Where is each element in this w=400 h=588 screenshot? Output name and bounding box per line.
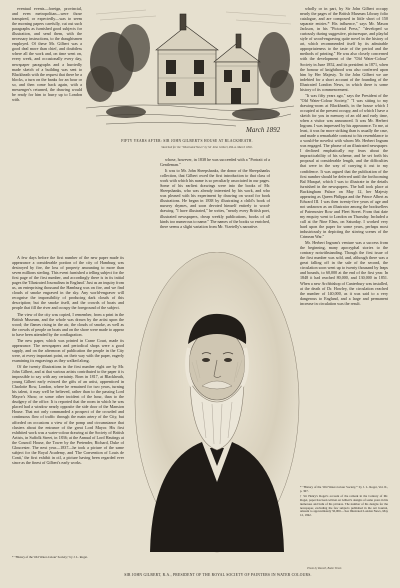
paragraph: The view of the city was copied, I remember, from a print in the British Museum, and the whole was drawn by the artist upon the wood; the flames rising in the air, the clouds of smoke, as well as the crowds of people on boats and on the shore were made to appear to have been attended by the conflagration.: [12, 311, 124, 337]
paragraph: Of the twenty illustrations in the first number eight are by Mr. John Gilbert, and at that various artists contributed to the paper it is impossible to say with any certainty. Born in 1817, at Blackheath, young Gilbert early evinced the gifts of an artist, apprenticed in Charlotte Row, London, where he remained for two years, turning his talent, it may well be believed, rather than to the passing Lord Mayor's Show, or some other incident of the hour, than to the drudgery of the office. It is reported that the room in which he was placed had a window nearly opposite the side door of the Mansion House. That not only commanded a prospect of the crowded and continuous flow of traffic through the main artery of the City, but afforded on occasions a view of the pomp and circumstance that clusters about the entrance of the great Lord Mayor. His first exhibited work was a water-colour drawing at the Society of British Artists, in Suffolk Street, in 1836; at the Annual of Lord Hastings at the Council House, the Tower by the Pretender, Richard, Duke of Gloucester. The next year—1837—he took a picture of the same subject for the Royal Academy, and 'The Convention of Louis de Conti,' the first exhibit in oil, a picture having been regarded ever since as the finest of Gilbert's early works.: [12, 363, 124, 465]
paragraph: eventual events—foreign, provincial, and even metropolitan—were those transpired, or expectedly—was to seem the morning papers carefully, cut out such paragraphs as furnished good subjects for illustration, and send them, with the necessary instructions, to the draughtsmen employed. Of these Mr. Gilbert was a good deal more than chief, and doubtless where all the work and, on time went on, every week, and occasionally every day, newspaper paragraphs and a hurriedly made sketch of a building was sent to Blackheath with the request that there be a blocks, a turn on the banks for an hour or so, and then come back again, with a messenger's returned, the drawing would be ready for him to hurry up to London with.: [12, 6, 82, 102]
house-sketch-illustration: [86, 4, 294, 138]
paragraph: "It was fifty years ago," says the President of the "Old Water-Colour Society," "I was sitting to my drawing-room at Blackheath, in the house which I occupied at the present occupy, and of which I have a sketch for you in memory of an old and early time, when a visitor was announced. It was Mr. Herbert Ingram. I was impressed by his appearance. To me, at least, it was far more striking than is usually the case, and made a remarkable contrast to his resemblance to a would-be novelist with whom Mr. Herbert Ingram was engaged. The phrase of an illustrated newspaper. I declined emphatically my fears about the impracticability of his scheme, and he set forth his proposal at considerable length, and the difficulties that were in the way of carrying it out to my confidence. It was argued that the publication of the first number should be deferred until the forthcoming Bal Masqué, which I was to illustrate in the details furnished in the newspapers. The ball took place at Buckingham Palace on May 12, her Majesty appearing as Queen Philippa and the Prince Albert as Edward III. I was then twenty-five years of age and not unknown as an illustrator among the booksellers of Paternoster Row and Fleet Street. From that date my enquiry went to London on Thursday. Included a call at the Nine Elms, on Saturday. I worked very hard upon the paper for some years, perhaps most industriously in depicting the stirring scenes of the Crimean War.": [300, 92, 388, 240]
paragraph: whose, however, in 1838 he was succeeded with a "Portrait of a Gentleman.": [160, 157, 270, 168]
footnotes-right: [300, 486, 388, 519]
paragraph: The new paper, which was printed in Crane Court, made its appearance. The newspapers and periodical shops were a good supply, and on the afternoon of publication the people in the City were, at every important point, on their way with the paper, eagerly examining its engravings as they walked along.: [12, 337, 124, 363]
footnote-left: * "History of the 'Old Water-Colour' Society," by J. L. Roget.: [12, 555, 88, 559]
sketch-signature: March 1892: [246, 126, 281, 134]
portrait-caption: SIR JOHN GILBERT, R.A., PRESIDENT OF THE ROYAL SOCIETY OF PAINTERS IN WATER COLOURS.: [124, 573, 312, 577]
footnote: † Sir Henry's Roget's account of the remark in the Century of Mr. Roget, paper has been written on Gilbert's designs of some years in his numerous and bulk of his pictures. The number of his designs for the newspaper, excluding the few subjects published in the Art Journal, amount to approximately 50,000.—See Illustrated London News, May 12, 1842.: [300, 493, 388, 518]
portrait-credit: Photo by Russell, Baker Street.: [307, 567, 342, 570]
sketch-credit: Sketched for the "Illustrated News" by Sir John Gilbert, P.R.A. March 1892.: [161, 145, 253, 149]
paragraph: Mr. Herbert Ingram's venture was a success from the beginning, many apocryphal stories to the contrary notwithstanding. Though the first issue of the first number was sold, and, although there was a great falling off in the sale of the second, the circulation soon went up to twenty thousand by leaps and bounds, to 60,000 at the end of the first year. In 1848 it had reached 80,000, and 130,000 in 1851. When a new Archbishop of Canterbury was installed, at the death of Dr. Howley, the circulation reached the number of 140,000, as it was said to a very dangerous to England, and a large and permanent increase in circulation was the result.: [300, 240, 388, 306]
paragraph: A few days before the first number of the new paper made its appearance a considerable portion of the city of Hamburg was destroyed by fire, the loss of property amounting to more than seven millions sterling. This event furnished a telling subject for the first page of the first number, and accordingly there is in its initial pages the 'Illustrated Journalism in England.' Just as an inquiry from us, an enterprising thousand the Hamburg was on fire, and we find clouds of smoke engraved in the sky. Any world-engraver will recognise the impossibility of producing dark clouds of this description; but the smoke itself, and the crowds of boats and people that fill the river and occupy the foreground of the subject.: [12, 255, 124, 311]
portrait-engraving: [132, 252, 302, 572]
article-column-right: [300, 6, 388, 307]
paragraph: It was to Mr. John Sheepshanks, the donor of the Sheepshanks collection, that Gilbert owed the first introduction to that class of work with which his name is so peculiarly associated in our pages. Some of his earliest drawings were into the books of Mr. Sheepshanks, who was already interested by his work, and who was pleased with his experiment by drawing on wood for book illustrations. He began in 1838 by illustrating a child's book of nursery rhymes, and soon devoted himself entirely to wood-drawing. "I have illustrated," he writes, "nearly every British poet, illustrated newspapers, cheap weekly publications, books of all kinds too numerous to name." The names of the books so enriched, there seems a slight variation from Mr. Vizetelly's narrative.: [160, 168, 270, 229]
footnote: * "History of the 'Old Water-Colour Society,'" by J. L. Roget, Vol. II., p. 367.: [300, 485, 388, 493]
paragraph: wholly or in part, by Sir John Gilbert occupy nearly the pages of the British Museum Library folio catalogue, and are composed in little short of 150 separate entries.* His influence," says Mr. Mason Jackson, in his "Pictorial Press," "developed so curiously during suggestive, picturesque, and playful style of wood-engraving quite novel in the history of art, which recommended itself by its admirable appropriateness to the taste of the period and the methods of printing." He was also closely concerned with the development of the "Old Water-Colour" Society in June 1852, and its president in 1871, when the honour of knighthood was also conferred upon him by Her Majesty. To the John Gilbert we are indebted for a short account of the founding of the Illustrated London News, in which there is some history of its commencement.: [300, 6, 388, 92]
article-column-middle: [160, 157, 270, 230]
sketch-caption: FIFTY YEARS AFTER: SIR JOHN GILBERT'S HOUSE AT BLACKHEATH.: [121, 139, 253, 143]
article-column-left-lower: [12, 255, 124, 466]
article-column-left-top: [12, 6, 82, 103]
